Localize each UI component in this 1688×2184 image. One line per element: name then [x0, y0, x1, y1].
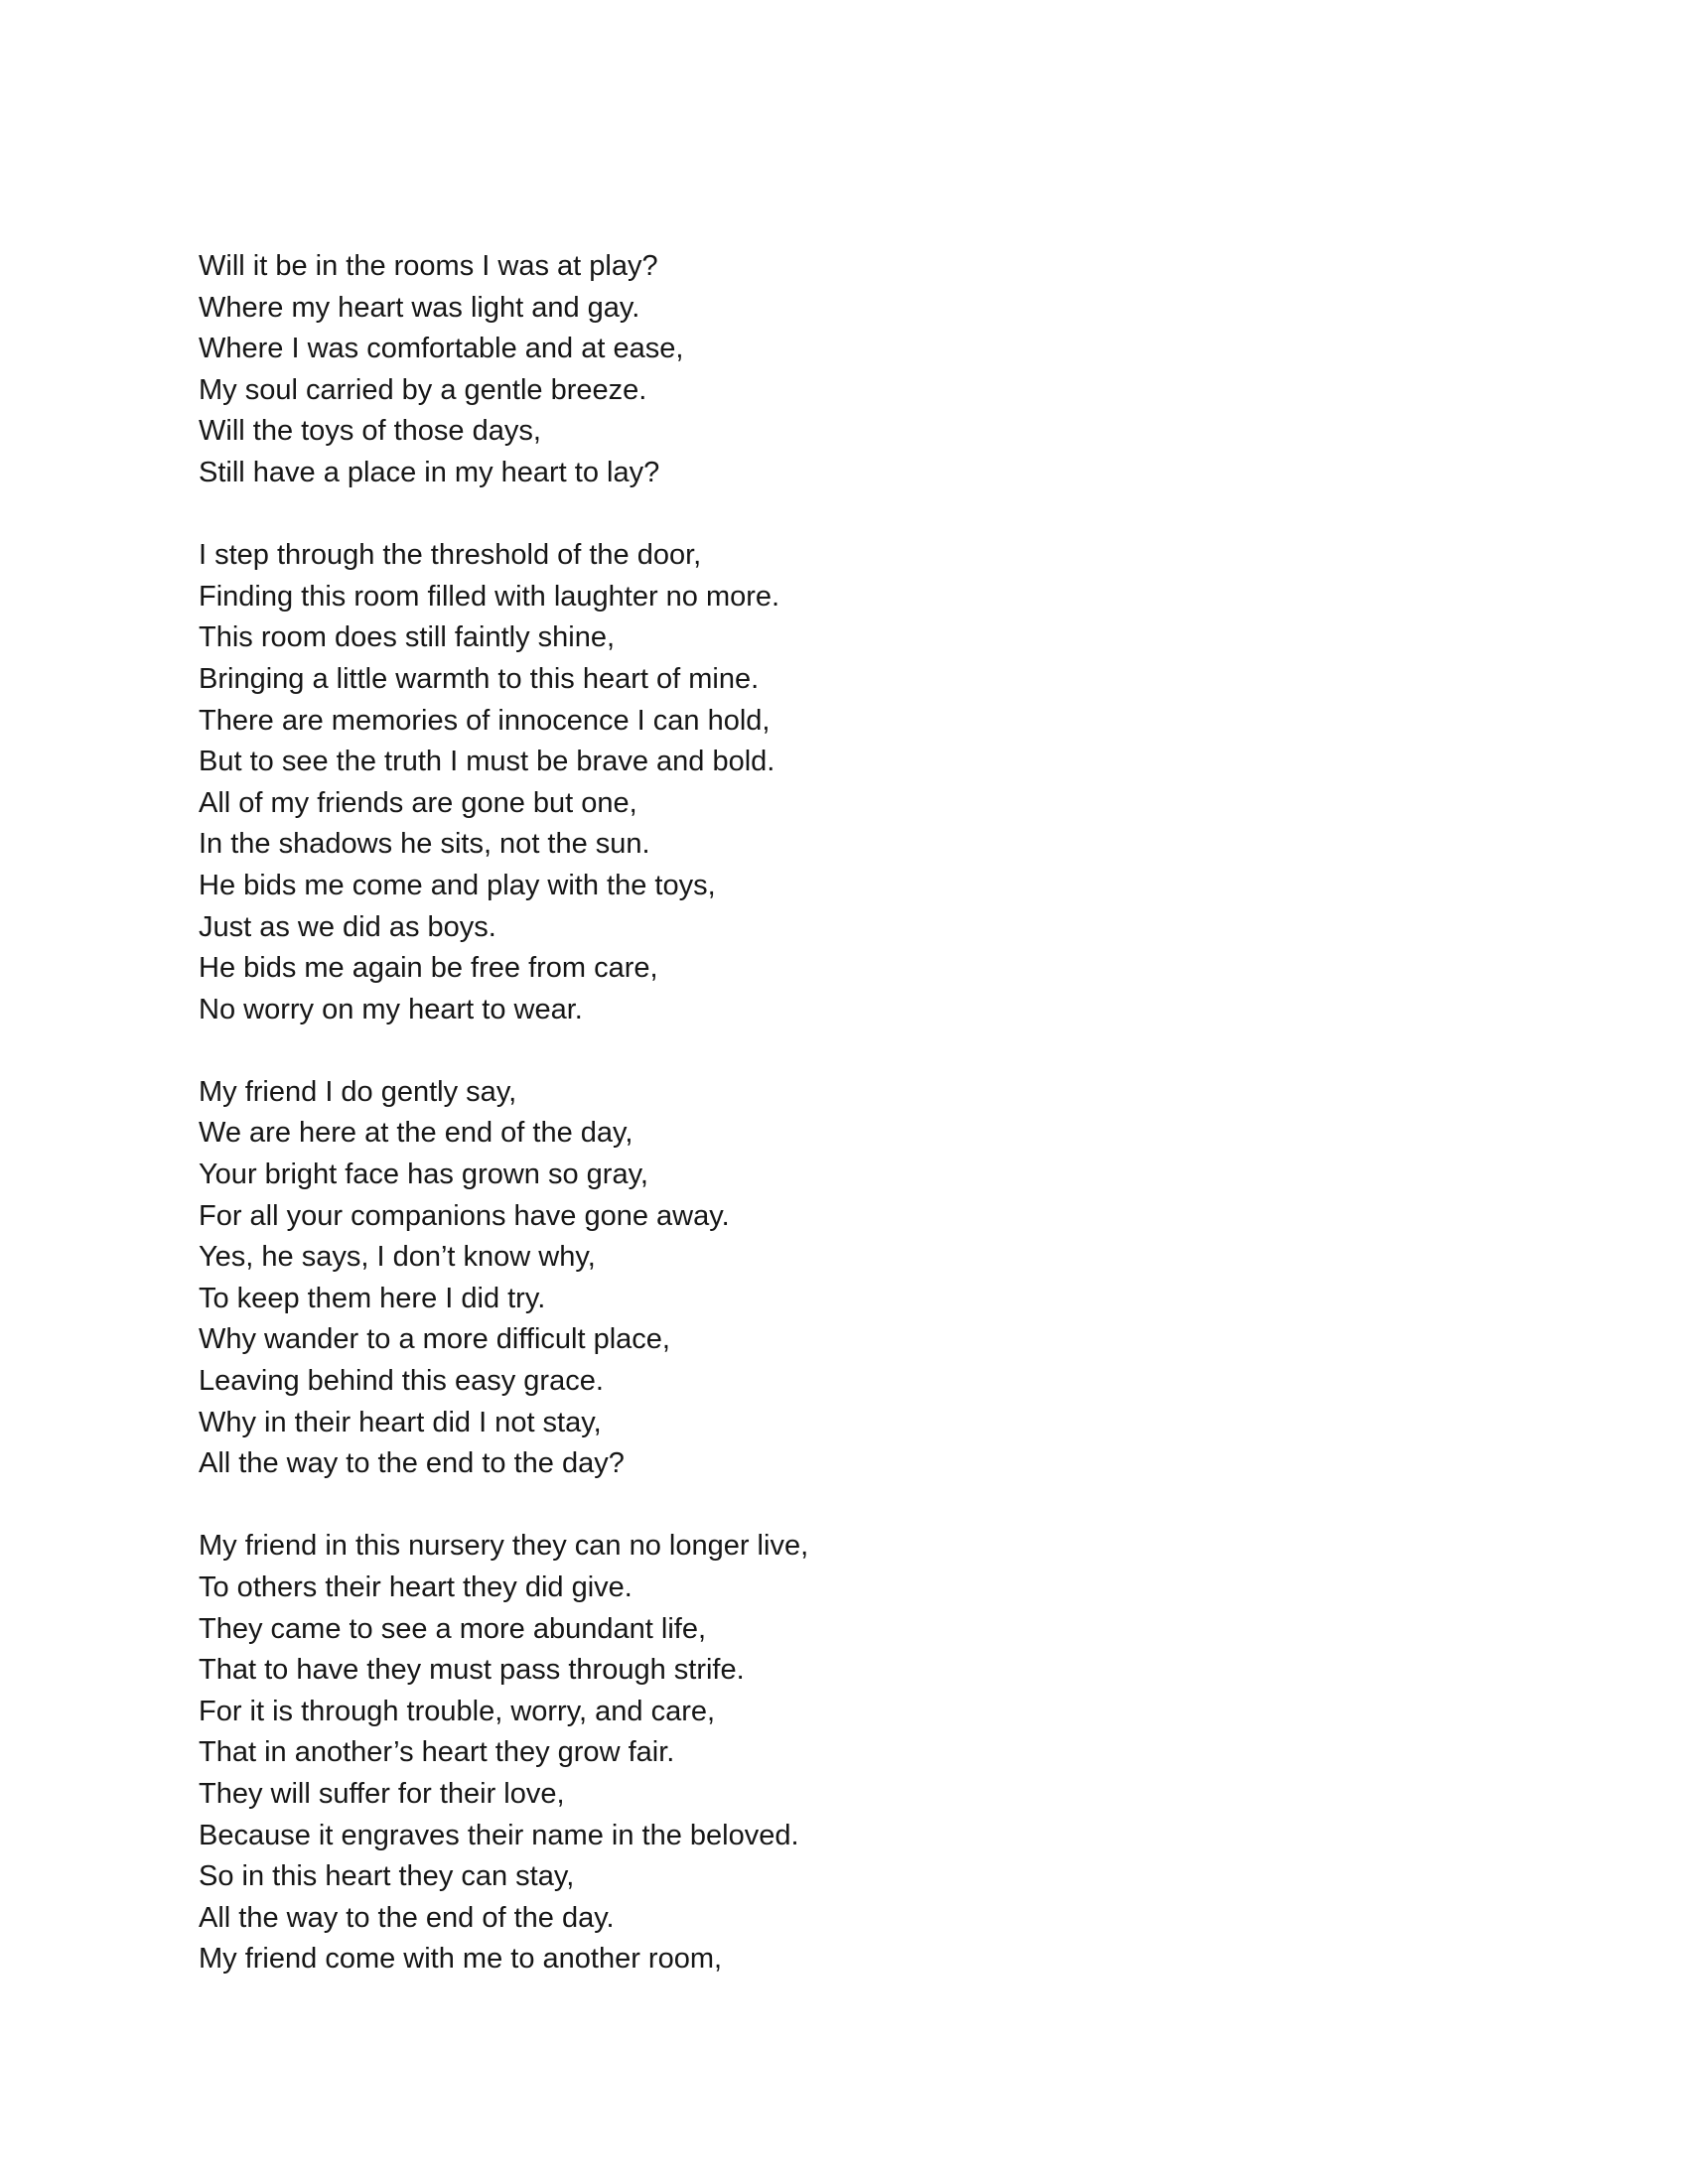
poem-line: There are memories of innocence I can hold,: [199, 704, 771, 737]
poem-line: Will the toys of those days,: [199, 415, 541, 448]
poem-line: Bringing a little warmth to this heart of mine.: [199, 662, 760, 695]
poem-line: Just as we did as boys.: [199, 910, 496, 943]
stanza: [199, 1072, 1489, 1485]
poem-line: He bids me again be free from care,: [199, 952, 658, 985]
poem-line: All of my friends are gone but one,: [199, 786, 637, 819]
poem-line: Where my heart was light and gay.: [199, 291, 640, 324]
poem-line: In the shadows he sits, not the sun.: [199, 828, 650, 861]
poem-line: My friend I do gently say,: [199, 1075, 517, 1108]
poem-line: Finding this room filled with laughter no more.: [199, 580, 780, 613]
poem-line: We are here at the end of the day,: [199, 1117, 633, 1150]
poem-line: For all your companions have gone away.: [199, 1199, 730, 1232]
poem-line: Why in their heart did I not stay,: [199, 1406, 602, 1438]
poem-line: I step through the threshold of the door,: [199, 539, 702, 572]
poem-line: To keep them here I did try.: [199, 1282, 546, 1314]
poem-line: My soul carried by a gentle breeze.: [199, 373, 647, 406]
poem-body: [199, 246, 1489, 2022]
poem-line: But to see the truth I must be brave and bold.: [199, 746, 775, 778]
poem-line: No worry on my heart to wear.: [199, 993, 583, 1025]
poem-line: Your bright face has grown so gray,: [199, 1159, 648, 1191]
stanza: [199, 1526, 1489, 1980]
poem-line: All the way to the end of the day.: [199, 1901, 615, 1934]
poem-line: Will it be in the rooms I was at play?: [199, 250, 658, 282]
poem-line: That to have they must pass through strife.: [199, 1654, 745, 1687]
poem-line: Where I was comfortable and at ease,: [199, 333, 684, 365]
stanza: [199, 535, 1489, 1030]
poem-line: He bids me come and play with the toys,: [199, 869, 716, 901]
poem-line: My friend come with me to another room,: [199, 1943, 723, 1976]
poem-line: Because it engraves their name in the beloved.: [199, 1819, 799, 1851]
poem-line: All the way to the end to the day?: [199, 1447, 625, 1480]
stanza: [199, 246, 1489, 494]
poem-line: That in another’s heart they grow fair.: [199, 1736, 675, 1769]
poem-line: My friend in this nursery they can no longer live,: [199, 1530, 809, 1563]
poem-line: This room does still faintly shine,: [199, 621, 616, 654]
poem-line: So in this heart they can stay,: [199, 1860, 575, 1893]
poem-line: To others their heart they did give.: [199, 1571, 633, 1603]
poem-line: They came to see a more abundant life,: [199, 1612, 707, 1645]
poem-line: Leaving behind this easy grace.: [199, 1365, 604, 1398]
poem-line: Still have a place in my heart to lay?: [199, 456, 660, 488]
poem-line: Yes, he says, I don’t know why,: [199, 1241, 596, 1274]
poem-line: They will suffer for their love,: [199, 1777, 565, 1810]
poem-line: For it is through trouble, worry, and care,: [199, 1695, 716, 1727]
poem-line: Why wander to a more difficult place,: [199, 1323, 670, 1356]
